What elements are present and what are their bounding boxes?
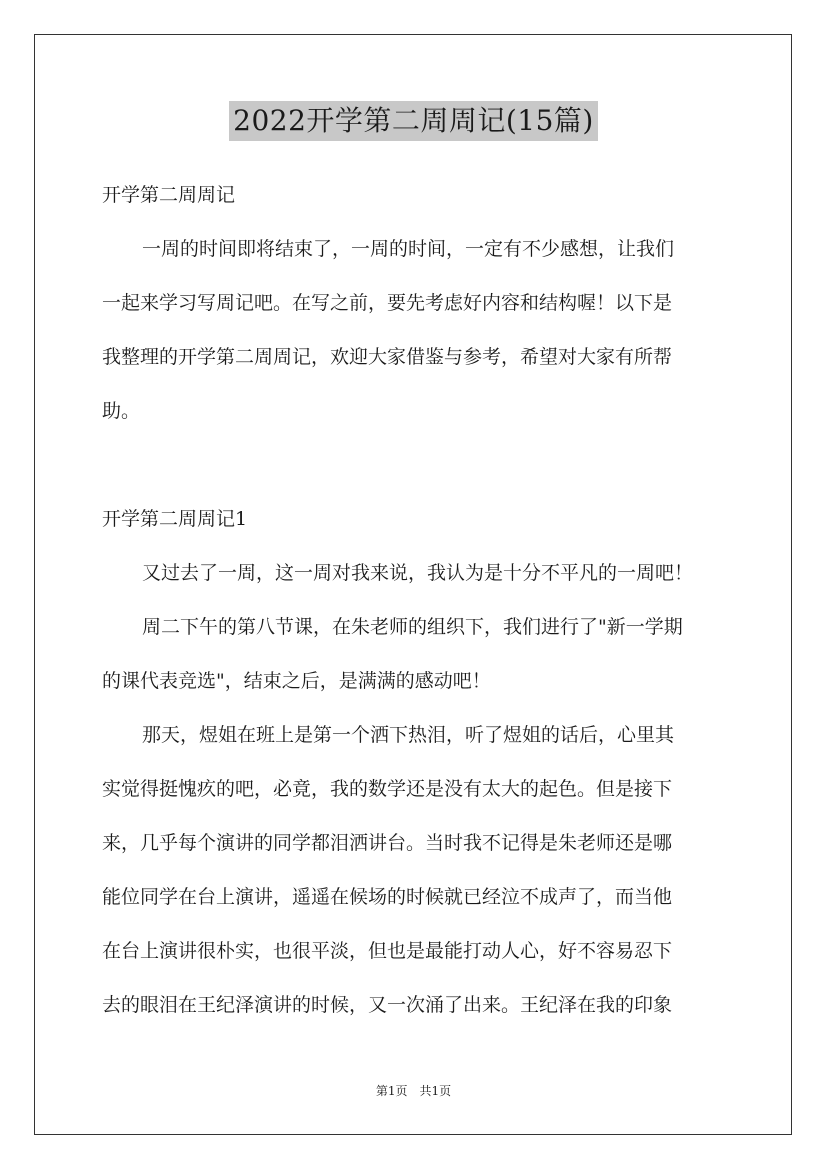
entry-line: 来，几乎每个演讲的同学都泪洒讲台。当时我不记得是朱老师还是哪 — [102, 832, 673, 854]
section-heading: 开学第二周周记 — [102, 184, 236, 206]
intro-line: 我整理的开学第二周周记，欢迎大家借鉴与参考，希望对大家有所帮 — [102, 346, 673, 368]
entry-line: 能位同学在台上演讲，遥遥在候场的时候就已经泣不成声了，而当他 — [102, 886, 673, 908]
page-number: 第1页 共1页 — [375, 1084, 452, 1098]
document-title-text: 2022开学第二周周记(15篇) — [229, 101, 598, 141]
document-title — [0, 100, 827, 141]
intro-line: 一起来学习写周记吧。在写之前，要先考虑好内容和结构喔！以下是 — [102, 292, 673, 314]
intro-line: 助。 — [102, 400, 141, 422]
entry-line: 周二下午的第八节课，在朱老师的组织下，我们进行了"新一学期 — [142, 616, 683, 638]
entry-line: 去的眼泪在王纪泽演讲的时候，又一次涌了出来。王纪泽在我的印象 — [102, 994, 673, 1016]
entry-line: 又过去了一周，这一周对我来说，我认为是十分不平凡的一周吧！ — [142, 562, 694, 584]
paragraph-gap — [102, 438, 732, 492]
entry-line: 在台上演讲很朴实，也很平淡，但也是最能打动人心，好不容易忍下 — [102, 940, 673, 962]
entry-line: 的课代表竞选"，结束之后，是满满的感动吧！ — [102, 670, 491, 692]
entry-heading: 开学第二周周记1 — [102, 508, 248, 530]
intro-line: 一周的时间即将结束了，一周的时间，一定有不少感想，让我们 — [142, 238, 675, 260]
entry-line: 实觉得挺愧疚的吧，必竟，我的数学还是没有太大的起色。但是接下 — [102, 778, 673, 800]
entry-line: 那天，煜姐在班上是第一个洒下热泪，听了煜姐的话后，心里其 — [142, 724, 675, 746]
document-body — [102, 168, 732, 1032]
